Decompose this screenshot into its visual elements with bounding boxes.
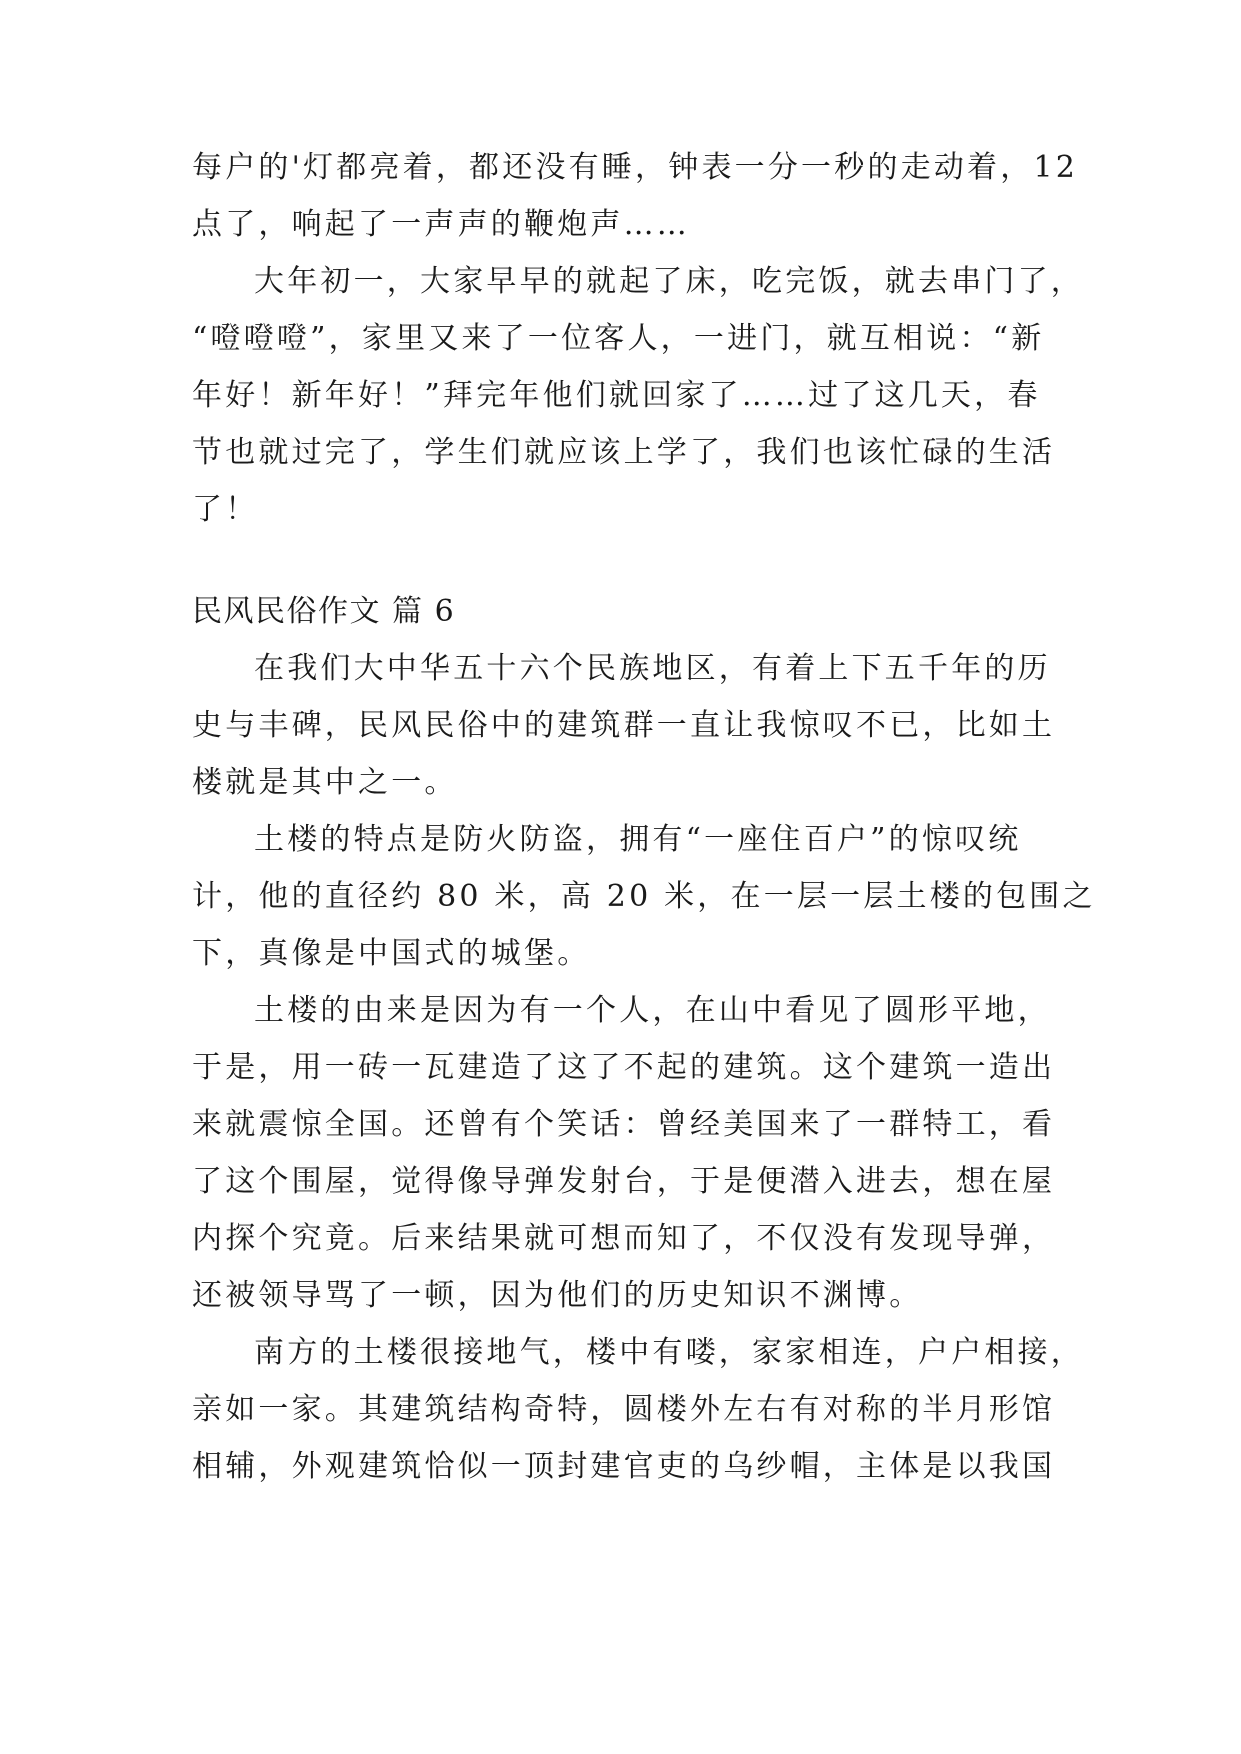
text-line: 每户的'灯都亮着，都还没有睡，钟表一分一秒的走动着，12 bbox=[192, 150, 1079, 185]
text-line: “噔噔噔”，家里又来了一位客人，一进门，就互相说：“新 bbox=[192, 321, 1045, 356]
paragraph-first-line: 土楼的特点是防火防盗，拥有“一座住百户”的惊叹统 bbox=[254, 822, 1022, 857]
text-line: 亲如一家。其建筑结构奇特，圆楼外左右有对称的半月形馆 bbox=[192, 1392, 1056, 1427]
text-line: 年好！新年好！”拜完年他们就回家了……过了这几天，春 bbox=[192, 378, 1041, 413]
paragraph-first-line: 南方的土楼很接地气，楼中有喽，家家相连，户户相接， bbox=[254, 1335, 1084, 1370]
text-line: 相辅，外观建筑恰似一顶封建官吏的乌纱帽，主体是以我国 bbox=[192, 1449, 1056, 1484]
paragraph-first-line: 大年初一，大家早早的就起了床，吃完饭，就去串门了， bbox=[254, 264, 1084, 299]
text-line: 史与丰碑，民风民俗中的建筑群一直让我惊叹不已，比如土 bbox=[192, 708, 1056, 743]
text-line: 内探个究竟。后来结果就可想而知了，不仅没有发现导弹， bbox=[192, 1221, 1056, 1256]
text-line: 点了，响起了一声声的鞭炮声…… bbox=[192, 207, 690, 242]
text-line: 节也就过完了，学生们就应该上学了，我们也该忙碌的生活 bbox=[192, 435, 1056, 470]
text-line: 了！ bbox=[192, 492, 259, 527]
text-line: 还被领导骂了一顿，因为他们的历史知识不渊博。 bbox=[192, 1278, 923, 1313]
paragraph-first-line: 土楼的由来是因为有一个人，在山中看见了圆形平地， bbox=[254, 993, 1051, 1028]
text-line: 了这个围屋，觉得像导弹发射台，于是便潜入进去，想在屋 bbox=[192, 1164, 1056, 1199]
text-line: 计，他的直径约 80 米，高 20 米，在一层一层土楼的包围之 bbox=[192, 879, 1096, 914]
text-line: 楼就是其中之一。 bbox=[192, 765, 458, 800]
text-line: 来就震惊全国。还曾有个笑话：曾经美国来了一群特工，看 bbox=[192, 1107, 1056, 1142]
paragraph-first-line: 在我们大中华五十六个民族地区，有着上下五千年的历 bbox=[254, 651, 1051, 686]
text-line: 于是，用一砖一瓦建造了这了不起的建筑。这个建筑一造出 bbox=[192, 1050, 1056, 1085]
text-line: 下，真像是中国式的城堡。 bbox=[192, 936, 591, 971]
section-heading: 民风民俗作文 篇 6 bbox=[192, 594, 456, 629]
